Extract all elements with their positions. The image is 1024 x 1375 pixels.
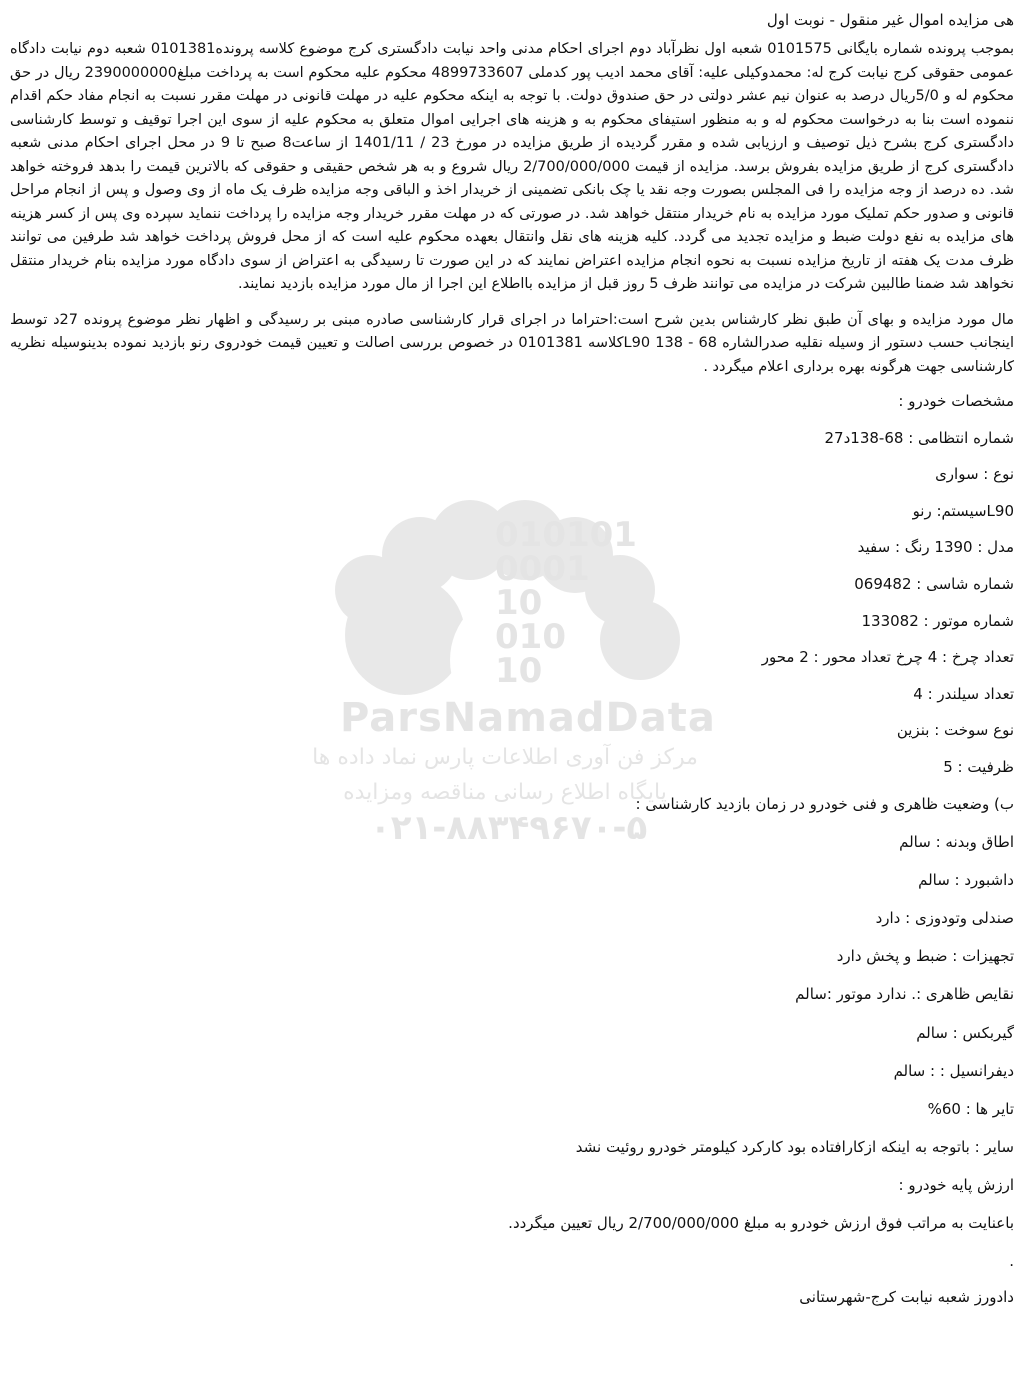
cond-seats: صندلی وتودوزی : دارد [875, 909, 1014, 928]
watermark-line2: پایگاه اطلاع رسانی مناقصه ومزایده [343, 780, 667, 805]
spec-model-color: مدل : 1390 رنگ : سفید [857, 538, 1014, 557]
watermark-line1: مرکز فن آوری اطلاعات پارس نماد داده ها [312, 745, 698, 770]
notice-title: هی مزایده اموال غیر منقول - نوبت اول [766, 11, 1014, 29]
spec-plate-number: شماره انتظامی : 68-138د27 [824, 428, 1014, 447]
cond-gearbox: گیربکس : سالم [916, 1023, 1014, 1042]
spec-wheels-axles: تعداد چرخ : 4 چرخ تعداد محور : 2 محور [761, 648, 1014, 667]
specs-heading: مشخصات خودرو : [898, 392, 1014, 410]
separator-dot: . [1009, 1252, 1014, 1271]
spec-cylinders: تعداد سیلندر : 4 [913, 684, 1014, 703]
watermark-phone: ۰۲۱-۸۸۳۴۹۶۷۰-۵ [370, 808, 648, 848]
spec-system: L90سیستم: رنو [912, 501, 1014, 520]
vehicle-condition-list [10, 832, 1014, 1158]
spec-capacity: ظرفیت : 5 [943, 757, 1014, 776]
spec-chassis-number: شماره شاسی : 069482 [854, 574, 1014, 593]
spec-type: نوع : سواری [935, 465, 1014, 484]
cond-tires: تایر ها : 60% [927, 1100, 1014, 1119]
cond-differential: دیفرانسیل : : سالم [893, 1061, 1014, 1080]
spec-engine-number: شماره موتور : 133082 [861, 611, 1014, 630]
condition-heading: ب) وضعیت ظاهری و فنی خودرو در زمان بازدید کارشناسی : [635, 794, 1014, 813]
vehicle-specs-list [10, 428, 1014, 777]
watermark-digits: 010101 0001 10 010 10 [495, 515, 637, 691]
cond-dashboard: داشبورد : سالم [918, 870, 1014, 889]
spec-fuel: نوع سوخت : بنزین [896, 721, 1014, 740]
expert-opinion-paragraph: مال مورد مزایده و بهای آن طبق نظر کارشناس بدین شرح است:احتراما در اجرای قرار کارشناسی صادره مبنی بر رسیدگی و اظهار نظر موضوع پرونده 27د توسط اینجانب حسب دستور از وسیله نقلیه صدرالشاره 68 - 138 L90کلاسه 0101381 در خصوص بررسی اصالت و تعیین قیمت خودروی رنو بازدید نموده بدینوسیله نظریه کارشناسی جهت هرگونه بهره برداری اعلام میگردد . [10, 311, 1014, 375]
cond-defects-engine: نقایص ظاهری :. ندارد موتور :سالم [795, 985, 1014, 1004]
cond-body: اطاق وبدنه : سالم [899, 832, 1014, 851]
base-value-heading: ارزش پایه خودرو : [898, 1176, 1014, 1195]
signature: دادورز شعبه نیابت کرج-شهرستانی [799, 1288, 1014, 1307]
base-value-text: باعنایت به مراتب فوق ارزش خودرو به مبلغ 2/700/000/000 ریال تعیین میگردد. [508, 1214, 1014, 1233]
cond-other: سایر : باتوجه به اینکه ازکارافتاده بود کارکرد کیلومتر خودرو روئیت نشد [575, 1138, 1014, 1157]
watermark-brand: ParsNamadData [340, 695, 716, 741]
cond-equipment: تجهیزات : ضبط و پخش دارد [836, 947, 1014, 966]
auction-body-paragraph: بموجب پرونده شماره بایگانی 0101575 شعبه اول نظرآباد دوم اجرای احکام مدنی واحد نیابت دادگستری کرج موضوع کلاسه پرونده0101381 شعبه دوم نیابت دادگاه عمومی حقوقی کرج نیابت کرج له: محمدوکیلی علیه: آقای محمد ادیب پور کدملی 4899733607 محکوم علیه محکوم است به پرداخت مبلغ2390000000 ریال در حق محکوم له و 5/0ریال درصد به عنوان نیم عشر دولتی در حق صندوق دولت. با توجه به اینکه محکوم علیه در مهلت قانونی در مهلت مقرر نسبت به انجام مفاد حکم اقدام ننموده است بنا به درخواست محکوم له و به منظور استیفای محکوم به و هزینه های اجرایی اموال متعلق به محکوم علیه از سوی این اجرا توقیف و توسط کارشناسی دادگستری کرج بشرح ذیل توصیف و ارزیابی شده و مقرر گردیده از طریق مزایده در مورخ 23 / 1401/11 از ساعت8 صبح تا 9 در محل اجرای احکام مدنی شعبه دادگستری کرج از طریق مزایده بفروش برسد. مزایده از قیمت 2/700/000/000 ریال شروع و به هر شخص حقیقی و حقوقی که بالاترین قیمت را بدهد فروخته خواهد شد. ده درصد از وجه مزایده را فی المجلس بصورت وجه نقد یا چک بانکی تضمینی از خریدار اخذ و الباقی وجه مزایده ظرف یک ماه از وی وصول و پس از انجام مراحل قانونی و صدور حکم تملیک مورد مزایده به نام خریدار منتقل خواهد شد. در صورتی که در مهلت مقرر خریدار وجه مزایده را پرداخت ننماید سپرده وی پس از کسر هزینه های مزایده به نفع دولت ضبط و مزایده تجدید می گردد. کلیه هزینه های نقل وانتقال بعهده محکوم علیه است که از محل فروش پرداخت خواهد شد طرفین می توانند ظرف مدت یک هفته از تاریخ مزایده نسبت به نحوه انجام مزایده اعتراض نمایند که در این صورت تا رسیدگی به اعتراض از سوی دادگاه مورد مزایده بنام خریدار منتقل نخواهد شد ضمنا طالبین شرکت در مزایده می توانند ظرف 5 روز قبل از مزایده بااطلاع این اجرا از مال مورد مزایده بازدید نمایند. [10, 41, 1015, 292]
